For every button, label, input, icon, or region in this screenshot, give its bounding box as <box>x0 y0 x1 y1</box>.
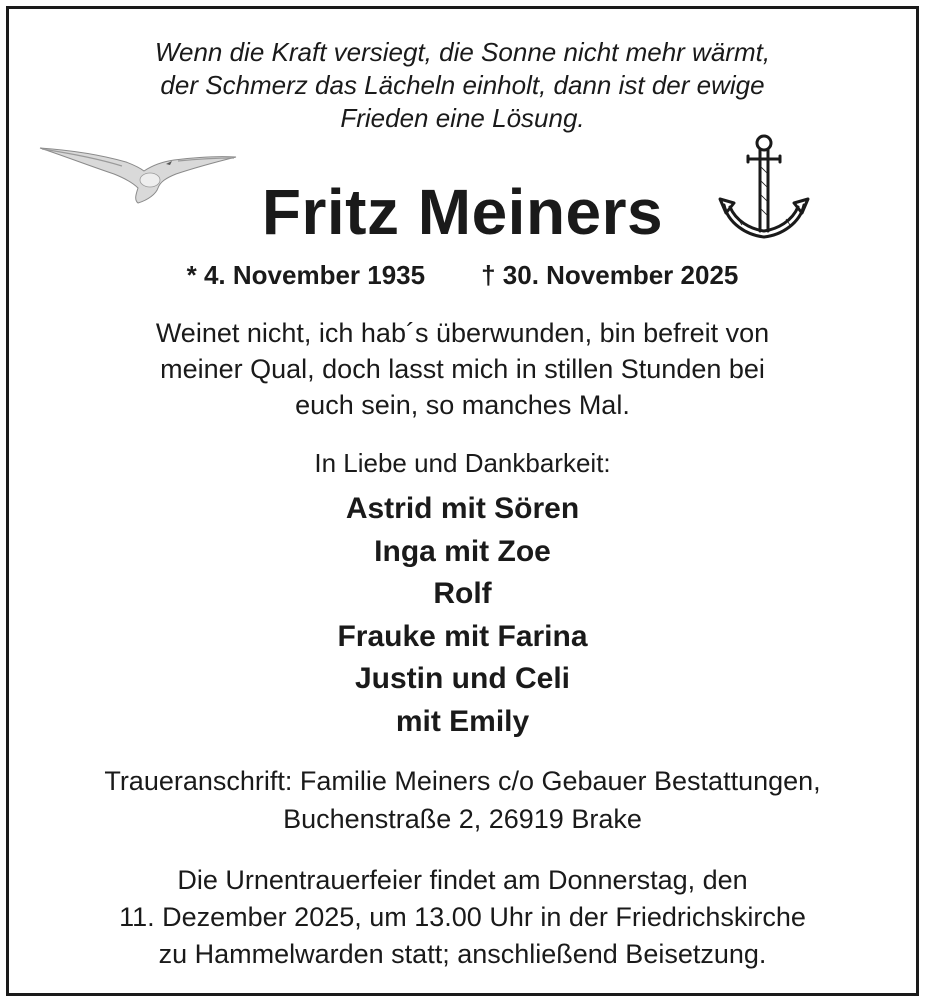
verse-line: meiner Qual, doch lasst mich in stillen Stunden bei <box>160 354 765 384</box>
deceased-name: Fritz Meiners <box>261 176 664 248</box>
mourner-name: Astrid mit Sören <box>345 492 580 525</box>
address-line: Buchenstraße 2, 26919 Brake <box>283 804 642 834</box>
poem-line: Frieden eine Lösung. <box>340 103 585 133</box>
ceremony-line: 11. Dezember 2025, um 13.00 Uhr in der Friedrichskirche <box>119 902 806 932</box>
mourner-name: Frauke mit Farina <box>337 619 588 653</box>
life-dates <box>0 258 925 292</box>
ceremony-line: zu Hammelwarden statt; anschließend Beisetzung. <box>158 939 767 969</box>
mourners-intro: In Liebe und Dankbarkeit: <box>314 448 611 478</box>
mourner-name: mit Emily <box>395 704 530 738</box>
verse-line: Weinet nicht, ich hab´s überwunden, bin befreit von <box>155 318 770 348</box>
opening-poem <box>0 36 925 135</box>
mourner-name: Rolf <box>433 577 492 610</box>
anchor-icon <box>718 133 810 243</box>
mourner-name: Justin und Celi <box>354 662 570 695</box>
ceremony-notice <box>0 862 925 973</box>
mourning-address <box>0 762 925 838</box>
poem-line: Wenn die Kraft versiegt, die Sonne nicht mehr wärmt, <box>154 37 771 67</box>
death-date: † 30. November 2025 <box>481 260 739 290</box>
poem-line: der Schmerz das Lächeln einholt, dann ist der ewige <box>160 70 765 100</box>
ceremony-line: Die Urnentrauerfeier findet am Donnerstag, den <box>177 865 748 895</box>
birth-date: * 4. November 1935 <box>186 260 426 290</box>
verse-line: euch sein, so manches Mal. <box>295 390 630 420</box>
farewell-verse <box>0 315 925 423</box>
address-line: Traueranschrift: Familie Meiners c/o Gebauer Bestattungen, <box>104 766 821 796</box>
mourners-list <box>0 488 925 743</box>
mourner-name: Inga mit Zoe <box>374 534 551 568</box>
